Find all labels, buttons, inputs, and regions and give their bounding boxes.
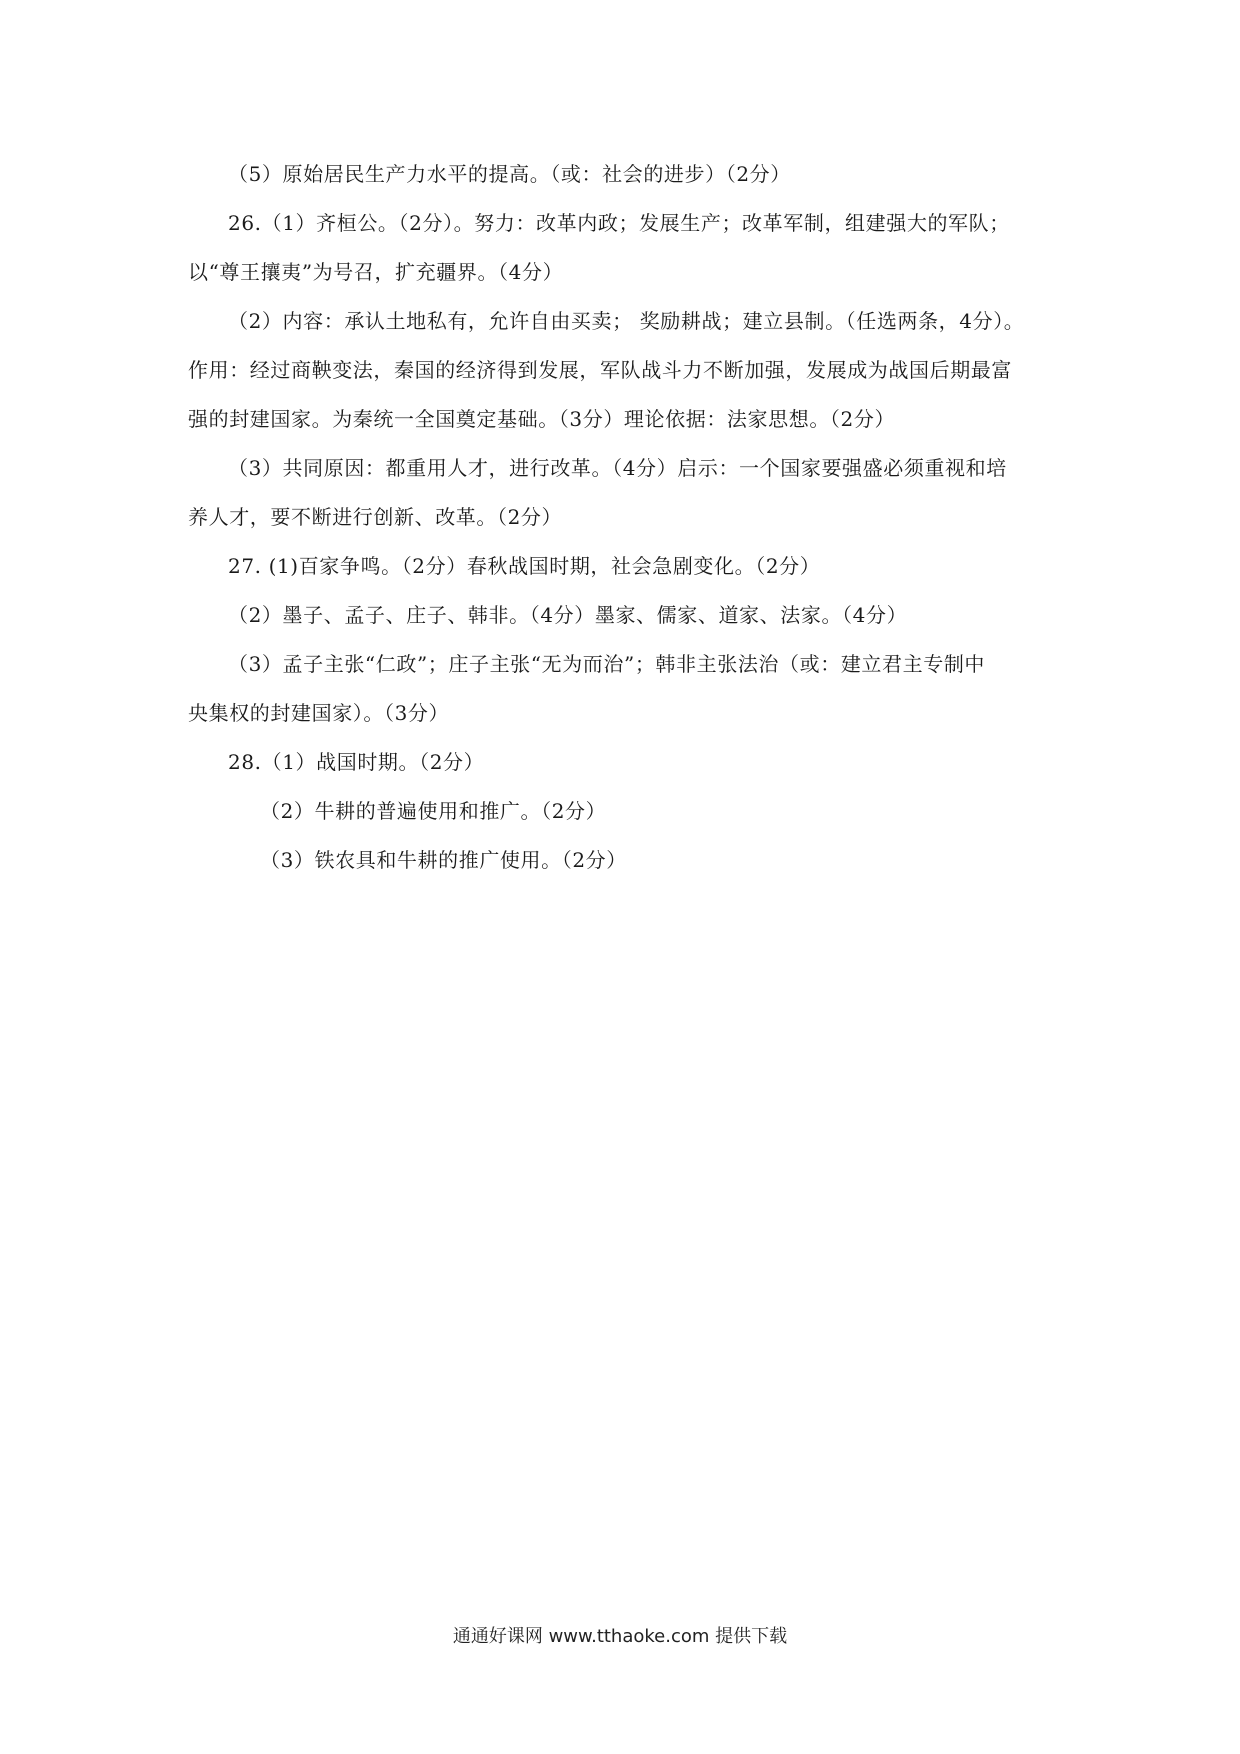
answer-26-2: （2）内容：承认土地私有，允许自由买卖； 奖励耕战；建立县制。（任选两条，4分）。 <box>228 309 1025 333</box>
page-footer: 通通好课网 www.tthaoke.com 提供下载 <box>452 1626 788 1647</box>
answer-text <box>188 150 1060 885</box>
answer-27-3-cont: 央集权的封建国家）。（3分） <box>188 701 450 725</box>
answer-28-2: （2）牛耕的普遍使用和推广。（2分） <box>260 799 607 823</box>
answer-26-2-cont-2: 强的封建国家。为秦统一全国奠定基础。（3分）理论依据：法家思想。（2分） <box>188 407 896 431</box>
answer-26-2-cont-1: 作用：经过商鞅变法，秦国的经济得到发展，军队战斗力不断加强，发展成为战国后期最富 <box>188 358 1012 382</box>
answer-26-3-cont: 养人才，要不断进行创新、改革。（2分） <box>188 505 563 529</box>
answer-27-1: 27. (1)百家争鸣。（2分）春秋战国时期，社会急剧变化。（2分） <box>228 554 821 578</box>
answer-26-3: （3）共同原因：都重用人才，进行改革。（4分）启示：一个国家要强盛必须重视和培 <box>228 456 1007 480</box>
answer-28-1: 28.（1）战国时期。（2分） <box>228 750 485 774</box>
answer-27-3: （3）孟子主张“仁政”；庄子主张“无为而治”；韩非主张法治（或：建立君主专制中 <box>228 652 986 676</box>
answer-26-1: 26.（1）齐桓公。（2分）。努力：改革内政；发展生产；改革军制，组建强大的军队； <box>228 211 1010 235</box>
answer-26-1-cont: 以“尊王攘夷”为号召，扩充疆界。（4分） <box>188 260 564 284</box>
answer-28-3: （3）铁农具和牛耕的推广使用。（2分） <box>260 848 627 872</box>
answer-27-2: （2）墨子、孟子、庄子、韩非。（4分）墨家、儒家、道家、法家。（4分） <box>228 603 908 627</box>
answer-25-5: （5）原始居民生产力水平的提高。（或：社会的进步）（2分） <box>228 162 791 186</box>
